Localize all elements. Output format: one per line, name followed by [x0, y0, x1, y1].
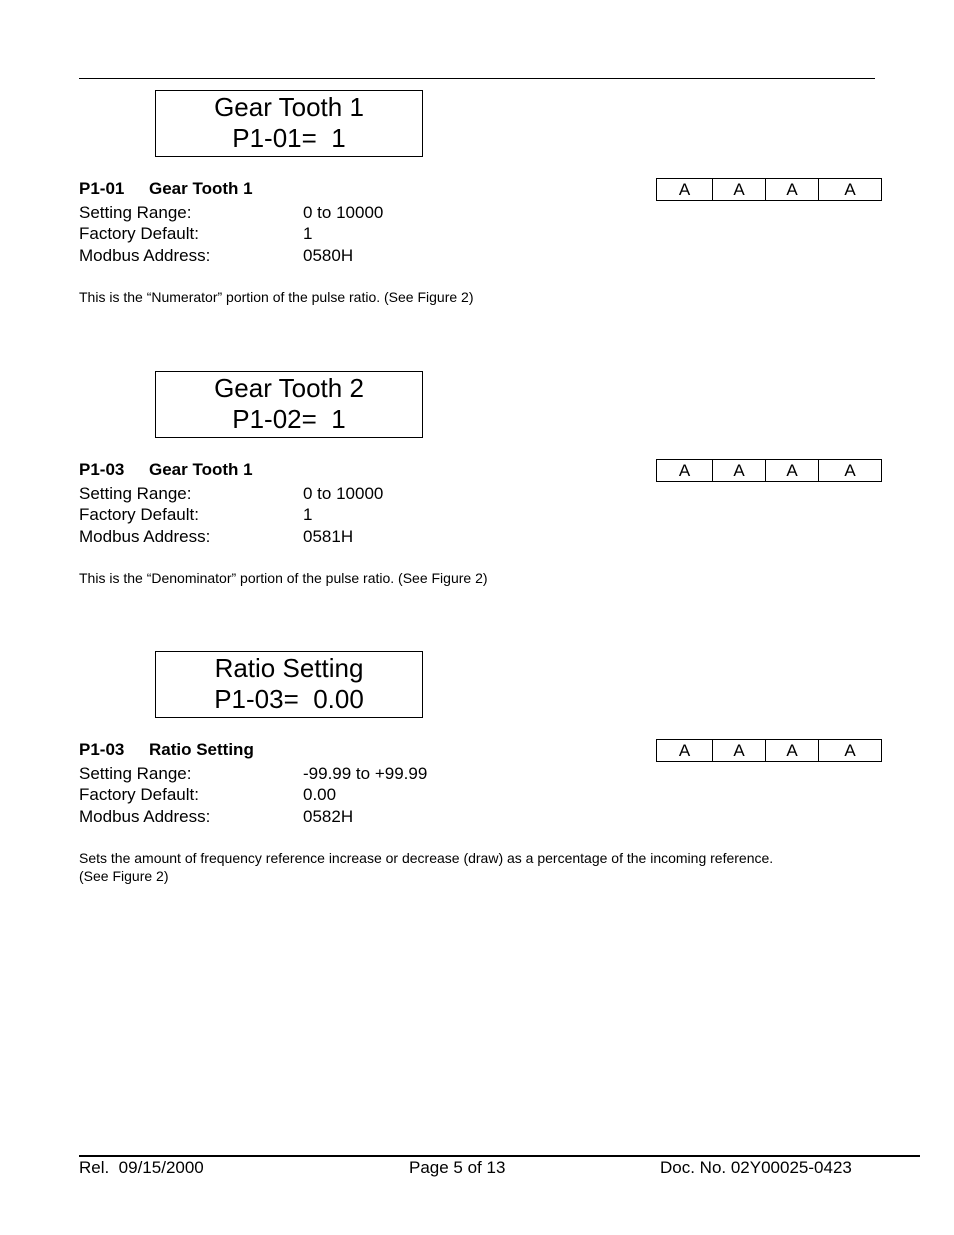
setting-range-label: Setting Range:	[79, 484, 192, 503]
parameter-name: Gear Tooth 1	[149, 460, 253, 479]
access-cell: A	[819, 460, 882, 482]
access-table	[656, 178, 882, 201]
footer-document-number: Doc. No. 02Y00025-0423	[660, 1158, 852, 1177]
display-line-2: P1-03= 0.00	[214, 684, 364, 714]
factory-default-value: 1	[303, 505, 313, 524]
parameter-description: This is the “Denominator” portion of the pulse ratio. (See Figure 2)	[79, 570, 488, 586]
footer-page-number: Page 5 of 13	[409, 1158, 506, 1177]
access-cell: A	[819, 740, 882, 762]
access-cell: A	[766, 179, 819, 201]
access-cell: A	[657, 460, 713, 482]
keypad-display	[155, 651, 423, 718]
parameter-heading	[79, 460, 253, 480]
setting-range-value: 0 to 10000	[303, 484, 384, 503]
access-cell: A	[713, 460, 766, 482]
display-line-1: Ratio Setting	[214, 653, 364, 683]
modbus-address-label: Modbus Address:	[79, 807, 211, 826]
modbus-address-row	[79, 527, 353, 547]
header-rule	[79, 78, 875, 79]
access-cell: A	[657, 740, 713, 762]
factory-default-row	[79, 224, 312, 244]
access-cell: A	[713, 179, 766, 201]
access-cell: A	[657, 179, 713, 201]
parameter-code: P1-03	[79, 460, 125, 479]
parameter-description-continued: (See Figure 2)	[79, 868, 169, 884]
display-line-1: Gear Tooth 1	[214, 92, 364, 122]
display-line-2: P1-01= 1	[232, 123, 346, 153]
access-cell: A	[766, 740, 819, 762]
factory-default-value: 0.00	[303, 785, 337, 804]
factory-default-value: 1	[303, 224, 313, 243]
display-line-2: P1-02= 1	[232, 404, 346, 434]
access-cell: A	[766, 460, 819, 482]
parameter-description: Sets the amount of frequency reference increase or decrease (draw) as a percentage of the incoming reference.	[79, 850, 774, 866]
access-table	[656, 459, 882, 482]
setting-range-value: -99.99 to +99.99	[303, 764, 428, 783]
parameter-code: P1-01	[79, 179, 125, 198]
factory-default-row	[79, 505, 312, 525]
footer-rule	[79, 1155, 920, 1157]
setting-range-row	[79, 203, 383, 223]
setting-range-row	[79, 484, 383, 504]
parameter-description: This is the “Numerator” portion of the pulse ratio. (See Figure 2)	[79, 289, 474, 305]
factory-default-label: Factory Default:	[79, 505, 199, 524]
keypad-display	[155, 90, 423, 157]
modbus-address-label: Modbus Address:	[79, 246, 211, 265]
setting-range-value: 0 to 10000	[303, 203, 384, 222]
setting-range-label: Setting Range:	[79, 203, 192, 222]
modbus-address-value: 0580H	[303, 246, 354, 265]
modbus-address-value: 0581H	[303, 527, 354, 546]
modbus-address-value: 0582H	[303, 807, 354, 826]
access-cell: A	[713, 740, 766, 762]
setting-range-label: Setting Range:	[79, 764, 192, 783]
parameter-name: Ratio Setting	[149, 740, 254, 759]
modbus-address-label: Modbus Address:	[79, 527, 211, 546]
access-table	[656, 739, 882, 762]
keypad-display	[155, 371, 423, 438]
parameter-name: Gear Tooth 1	[149, 179, 253, 198]
footer-release-date: Rel. 09/15/2000	[79, 1158, 204, 1177]
modbus-address-row	[79, 246, 353, 266]
setting-range-row	[79, 764, 427, 784]
parameter-heading	[79, 740, 254, 760]
display-line-1: Gear Tooth 2	[214, 373, 364, 403]
modbus-address-row	[79, 807, 353, 827]
access-cell: A	[819, 179, 882, 201]
parameter-code: P1-03	[79, 740, 125, 759]
factory-default-row	[79, 785, 336, 805]
factory-default-label: Factory Default:	[79, 785, 199, 804]
parameter-heading	[79, 179, 253, 199]
factory-default-label: Factory Default:	[79, 224, 199, 243]
